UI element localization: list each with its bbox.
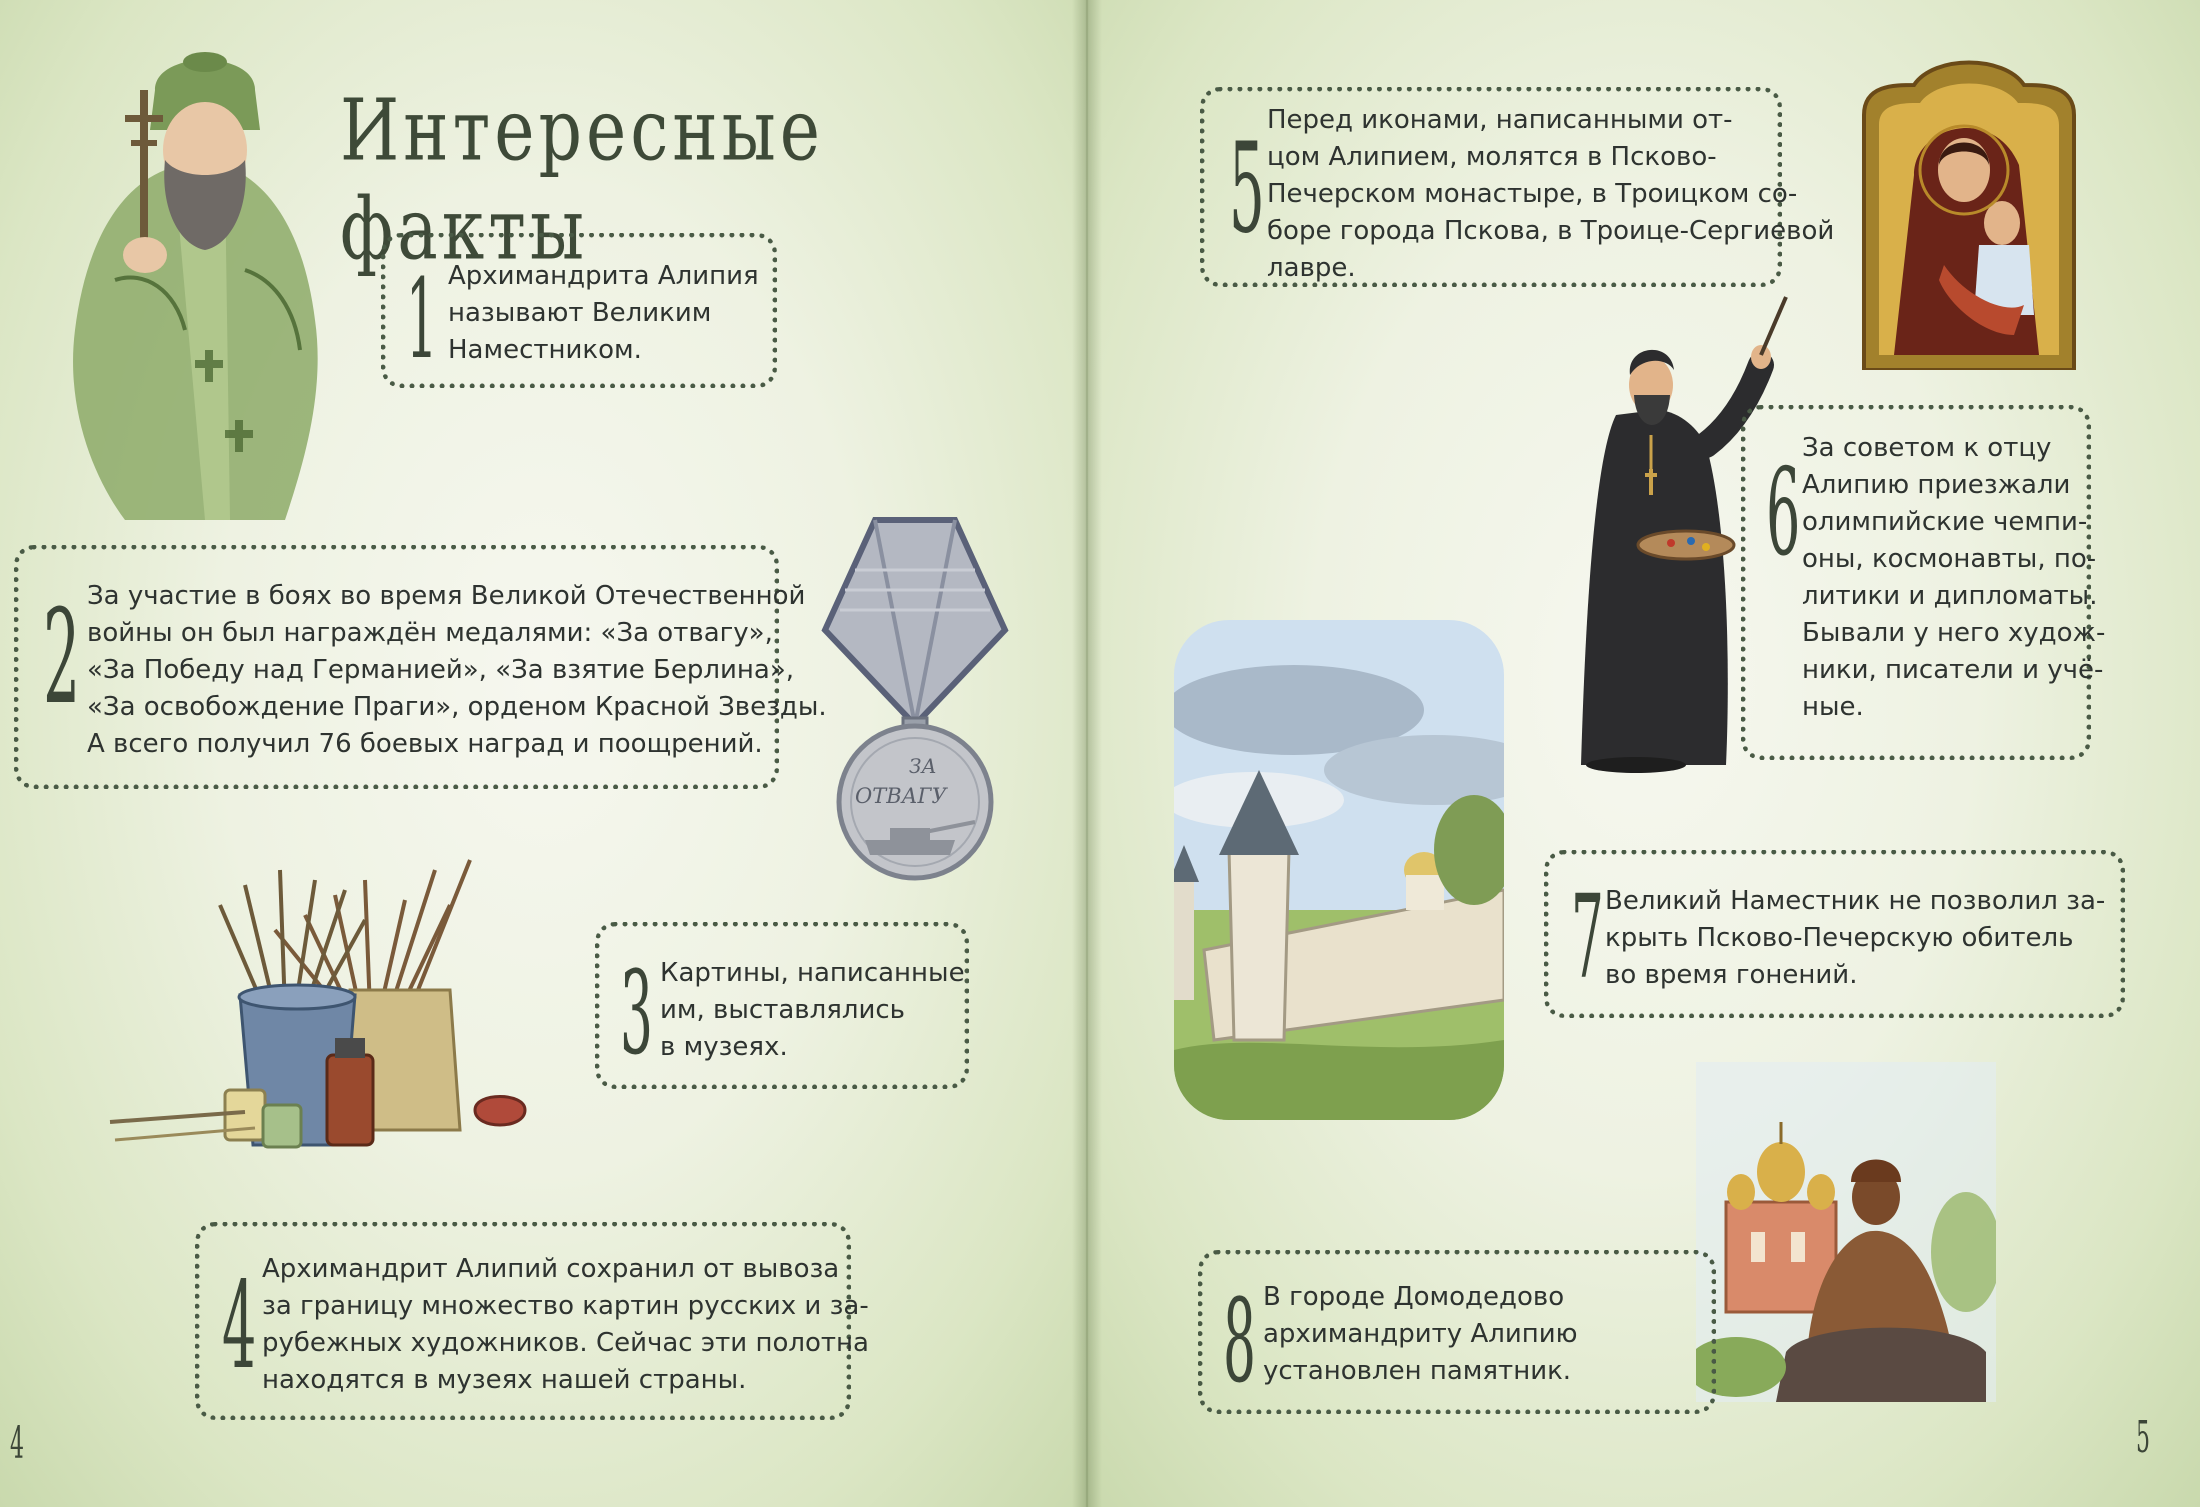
fact-number: 1 [406,255,438,383]
page-number-right: 5 [2136,1412,2150,1463]
fact-text-line: лавре. [1267,253,1356,283]
fact-text-line: Архимандрита Алипия [448,261,759,291]
fact-text-line: «За освобождение Праги», орденом Красной Звезды. [87,692,827,722]
medal-inscription-bottom: ОТВАГУ [855,784,947,808]
page-number-left: 4 [10,1418,24,1469]
fact-text-line: литики и дипломаты. [1802,581,2098,611]
fact-card-8 [1198,1250,1716,1414]
fact-card-2 [14,545,827,789]
fact-text-line: «За Победу над Германией», «За взятие Берлина», [87,655,795,685]
monastery-landscape-illustration [1174,620,1504,1120]
fact-card-5 [1200,87,1835,287]
medal-illustration [815,510,1015,885]
priest-portrait-illustration [55,30,335,530]
fact-text-line: За участие в боях во время Великой Отечественной [87,581,806,611]
fact-text [660,955,965,1066]
fact-number: 6 [1766,444,1801,583]
fact-card-6 [1741,405,2106,760]
fact-text-line: олимпийские чемпи- [1802,507,2088,537]
fact-text-line: рубежных художников. Сейчас эти полотна [262,1328,869,1358]
fact-number: 7 [1571,871,1604,1005]
fact-text [87,578,827,763]
fact-text [1263,1279,1578,1390]
fact-number: 2 [43,581,81,733]
fact-text-line: во время гонений. [1605,960,1858,990]
fact-text-line: ники, писатели и учё- [1802,655,2104,685]
fact-text-line: Великий Наместник не позволил за- [1605,886,2106,916]
fact-text [448,258,759,369]
fact-text-line: ные. [1802,692,1864,722]
fact-card-7 [1544,850,2125,1018]
brushes-paints-illustration [105,840,565,1170]
fact-number: 8 [1223,1275,1256,1409]
mother-of-god-icon-illustration [1854,55,2084,370]
fact-number: 3 [620,947,653,1081]
fact-text-line: находятся в музеях нашей страны. [262,1365,747,1395]
fact-number: 4 [222,1257,257,1396]
fact-text-line: крыть Псково-Печерскую обитель [1605,923,2074,953]
fact-text-line: Архимандрит Алипий сохранил от вывоза [262,1254,840,1284]
fact-text [262,1251,869,1399]
fact-text-line: в музеях. [660,1032,788,1062]
fact-text-line: боре города Пскова, в Троице-Сергиевой [1267,216,1835,246]
fact-text-line: А всего получил 76 боевых наград и поощрений. [87,729,763,759]
fact-text-line: Алипию приезжали [1802,470,2071,500]
monument-illustration [1696,1062,1996,1402]
fact-text-line: Печерском монастыре, в Троицком со- [1267,179,1798,209]
fact-text-line: цом Алипием, молятся в Псково- [1267,142,1717,172]
fact-card-3 [595,922,969,1089]
fact-text-line: оны, космонавты, по- [1802,544,2097,574]
fact-text-line: установлен памятник. [1263,1356,1572,1386]
fact-text-line: Картины, написанные [660,958,965,988]
fact-text-line: им, выставлялись [660,995,905,1025]
fact-card-4 [195,1222,869,1420]
fact-number: 5 [1229,116,1265,261]
fact-text-line: за границу множество картин русских и за- [262,1291,869,1321]
fact-text [1802,430,2105,726]
fact-text-line: называют Великим [448,298,712,328]
fact-text [1267,102,1834,287]
left-page [0,0,1086,1507]
fact-text-line: войны он был награждён медалями: «За отвагу», [87,618,773,648]
fact-card-1 [381,233,777,388]
page-title: Интересные факты [340,82,825,280]
fact-text-line: Бывали у него худож- [1802,618,2106,648]
fact-text-line: архимандриту Алипию [1263,1319,1578,1349]
book-gutter [1072,0,1102,1507]
fact-text-line: Наместником. [448,335,642,365]
fact-text-line: В городе Домодедово [1263,1282,1565,1312]
fact-text-line: За советом к отцу [1802,433,2052,463]
fact-text [1605,883,2105,994]
medal-inscription-top: ЗА [909,754,937,778]
fact-text-line: Перед иконами, написанными от- [1267,105,1733,135]
right-page [1086,0,2200,1507]
